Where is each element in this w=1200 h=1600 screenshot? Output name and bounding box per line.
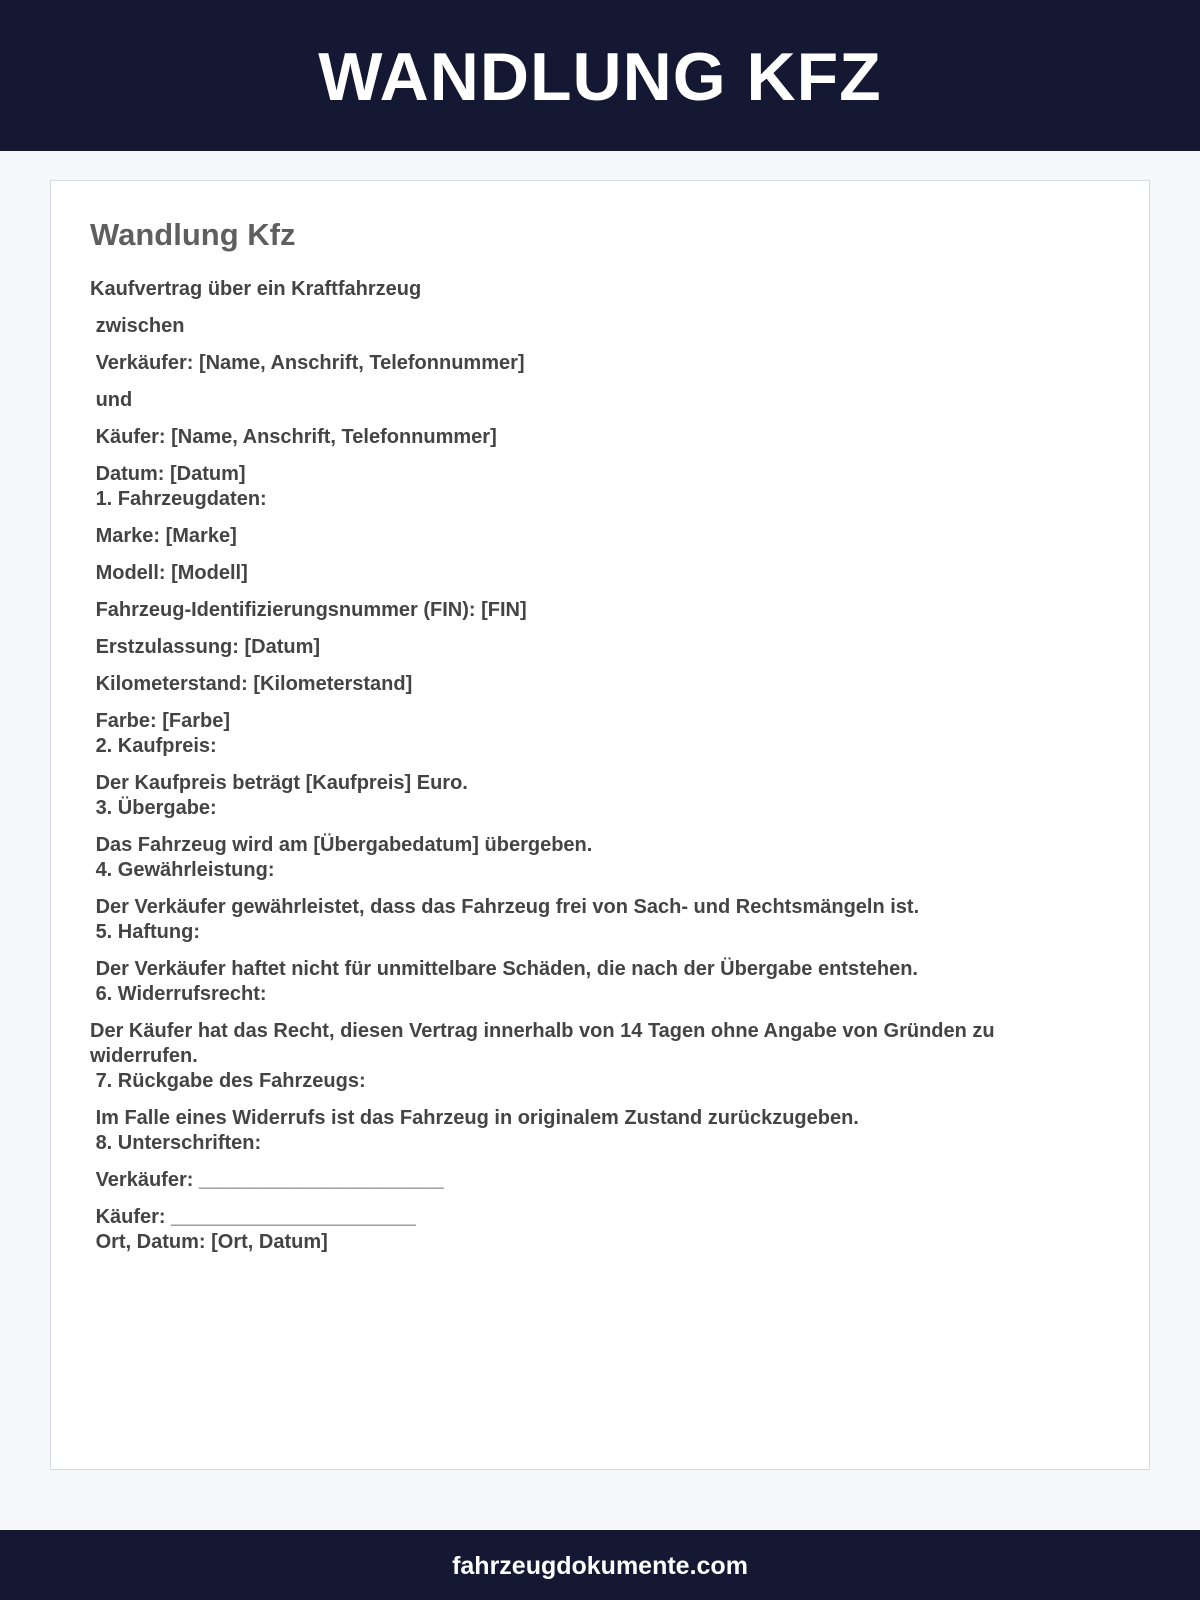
section-heading: 3. Übergabe: — [90, 797, 217, 819]
buyer-line: Käufer: [Name, Anschrift, Telefonnummer] — [90, 426, 497, 448]
contract-line: zwischen — [90, 315, 185, 337]
document-heading: Wandlung Kfz — [90, 217, 296, 252]
seller-line: Verkäufer: [Name, Anschrift, Telefonnummer] — [90, 352, 525, 374]
contract-line: und — [90, 389, 133, 411]
buyer-signature-line: Käufer: ______________________ — [90, 1206, 416, 1228]
banner-title: WANDLUNG KFZ — [318, 38, 882, 115]
document-body — [90, 277, 1100, 1255]
vehicle-field: Fahrzeug-Identifizierungsnummer (FIN): [FIN] — [90, 599, 527, 621]
seller-signature-line: Verkäufer: ______________________ — [90, 1169, 444, 1191]
section-heading: 2. Kaufpreis: — [90, 735, 217, 757]
bottom-banner — [0, 1530, 1200, 1600]
section-heading: 4. Gewährleistung: — [90, 859, 275, 881]
section-text: Im Falle eines Widerrufs ist das Fahrzeug in originalem Zustand zurückzugeben. — [90, 1107, 859, 1129]
section-text: Das Fahrzeug wird am [Übergabedatum] übergeben. — [90, 834, 593, 856]
vehicle-field: Modell: [Modell] — [90, 562, 248, 584]
top-banner — [0, 0, 1200, 151]
section-heading: 5. Haftung: — [90, 921, 200, 943]
section-text: Der Verkäufer gewährleistet, dass das Fahrzeug frei von Sach- und Rechtsmängeln ist. — [90, 896, 920, 918]
contract-title: Kaufvertrag über ein Kraftfahrzeug — [90, 278, 422, 300]
section-heading: 6. Widerrufsrecht: — [90, 983, 267, 1005]
footer-site-name: fahrzeugdokumente.com — [452, 1552, 748, 1580]
section-heading: 1. Fahrzeugdaten: — [90, 488, 267, 510]
place-date-line: Ort, Datum: [Ort, Datum] — [90, 1231, 328, 1253]
document-card — [50, 180, 1150, 1470]
vehicle-field: Marke: [Marke] — [90, 525, 237, 547]
section-heading: 7. Rückgabe des Fahrzeugs: — [90, 1070, 366, 1092]
section-text: Der Verkäufer haftet nicht für unmittelbare Schäden, die nach der Übergabe entstehen. — [90, 958, 918, 980]
section-text: Der Käufer hat das Recht, diesen Vertrag innerhalb von 14 Tagen ohne Angabe von Gründen zu widerrufen. — [90, 1020, 1001, 1067]
vehicle-field: Kilometerstand: [Kilometerstand] — [90, 673, 413, 695]
date-line: Datum: [Datum] — [90, 463, 246, 485]
section-heading: 8. Unterschriften: — [90, 1132, 262, 1154]
vehicle-field: Farbe: [Farbe] — [90, 710, 231, 732]
vehicle-field: Erstzulassung: [Datum] — [90, 636, 321, 658]
section-text: Der Kaufpreis beträgt [Kaufpreis] Euro. — [90, 772, 468, 794]
